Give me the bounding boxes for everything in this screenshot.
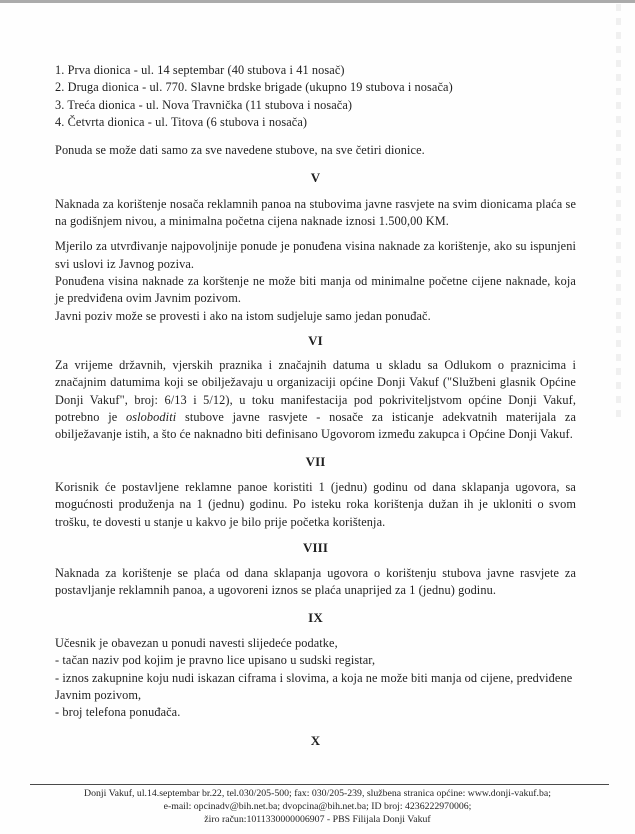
footer-address-line: Donji Vakuf, ul.14.septembar br.22, tel.030/205-500; fax: 030/205-239, službena stranica općine: www.donji-vakuf.ba; bbox=[84, 788, 551, 799]
section-v-paragraph-3: Ponuđena visina naknade za korštenje ne može biti manja od minimalne početne cijene naknade, koja je predviđena ovim Javnim pozivom. bbox=[55, 273, 576, 306]
footer-bank-account-line: žiro račun:1011330000006907 - PBS Filijala Donji Vakuf bbox=[204, 814, 431, 825]
section-heading-v: V bbox=[310, 170, 321, 186]
section-vi-text-post: stubove javne rasvjete - nosače za isticanje adekvatnih materijala za obilježavanje istih, a što će naknadno biti definisano Ugovorom između zakupca i Općine Donji Vakuf. bbox=[55, 410, 577, 442]
section-vii-paragraph-1: Korisnik će postavljene reklamne panoe koristiti 1 (jednu) godinu od dana sklapanja ugovora, sa mogućnosti produženja na 1 (jednu) godinu. Po isteku roka korištenja dužan ih je ukloniti o svom trošku, te dovesti u stanje u kakvo je bilo prije početka korištenja. bbox=[55, 479, 576, 529]
section-ix-item-3: - broj telefona ponuđača. bbox=[55, 705, 181, 720]
section-ix-item-2: - iznos zakupnine koju nudi iskazan ciframa i slovima, a koja ne može biti manja od cijene, predviđene Javnim pozivom, bbox=[55, 670, 573, 702]
section-v-paragraph-2: Mjerilo za utvrđivanje najpovoljnije ponude je ponuđena visina naknade za korištenje, ako su ispunjeni svi uslovi iz Javnog poziva. bbox=[55, 239, 576, 271]
dionice-list bbox=[55, 62, 576, 131]
list-item-2: 2. Druga dionica - ul. 770. Slavne brdske brigade (ukupno 19 stubova i nosača) bbox=[55, 80, 453, 95]
section-ix-items bbox=[55, 652, 576, 721]
section-heading-vi: VI bbox=[308, 332, 323, 348]
list-item-4: 4. Četvrta dionica - ul. Titova (6 stubova i nosača) bbox=[55, 114, 308, 129]
list-item-3: 3. Treća dionica - ul. Nova Travnička (11 stubova i nosača) bbox=[55, 97, 353, 112]
section-vi-text-pre: Za vrijeme državnih, vjerskih praznika i značajnih datuma u skladu sa Odlukom o praznicima i značajnim datumima koji se obilježavaju u organizaciji općine Donji Vakuf ("Službeni glasnik Općine Donji Vakuf", broj: 6/13 i 5/12), u toku manifestacija pod pokriviteljstvom općine Donji Vakuf, potrebno je bbox=[55, 358, 576, 425]
section-viii-paragraph-1: Naknada za korištenje se plaća od dana sklapanja ugovora o korištenju stubova javne rasvjete za postavljanje reklamnih panoa, a ugovoreni iznos se plaća unaprijed za 1 (jednu) godinu. bbox=[55, 566, 576, 598]
section-heading-x: X bbox=[310, 732, 321, 748]
section-ix-intro: Učesnik je obavezan u ponudi navesti slijedeće podatke, bbox=[55, 636, 338, 651]
section-ix-item-1: - tačan naziv pod kojim je pravno lice upisano u sudski registar, bbox=[55, 653, 376, 668]
footer-email-line: e-mail: opcinadv@bih.net.ba; dvopcina@bih.net.ba; ID broj: 4236222970006; bbox=[163, 801, 472, 812]
section-v-paragraph-1: Naknada za korištenje nosača reklamnih panoa na stubovima javne rasvjete na svim dionicama plaća se na godišnjem nivou, a minimalna početna cijena naknade iznosi 1.500,00 KM. bbox=[55, 196, 576, 229]
section-heading-vii: VII bbox=[305, 453, 326, 469]
offer-note-paragraph: Ponuda se može dati samo za sve navedene stubove, na sve četiri dionice. bbox=[55, 143, 425, 158]
scan-right-edge-artifact bbox=[616, 4, 621, 424]
list-item-1: 1. Prva dionica - ul. 14 septembar (40 stubova i 41 nosač) bbox=[55, 63, 345, 77]
section-vi-text-italic: osloboditi bbox=[126, 410, 177, 425]
document-body bbox=[55, 0, 576, 749]
section-heading-ix: IX bbox=[308, 609, 323, 625]
section-vi-paragraph-1 bbox=[55, 357, 576, 443]
page-footer bbox=[0, 787, 635, 826]
section-v-paragraph-4: Javni poziv može se provesti i ako na istom sudjeluje samo jedan ponuđač. bbox=[55, 308, 431, 323]
section-heading-viii: VIII bbox=[303, 539, 328, 555]
footer-divider bbox=[30, 784, 609, 785]
